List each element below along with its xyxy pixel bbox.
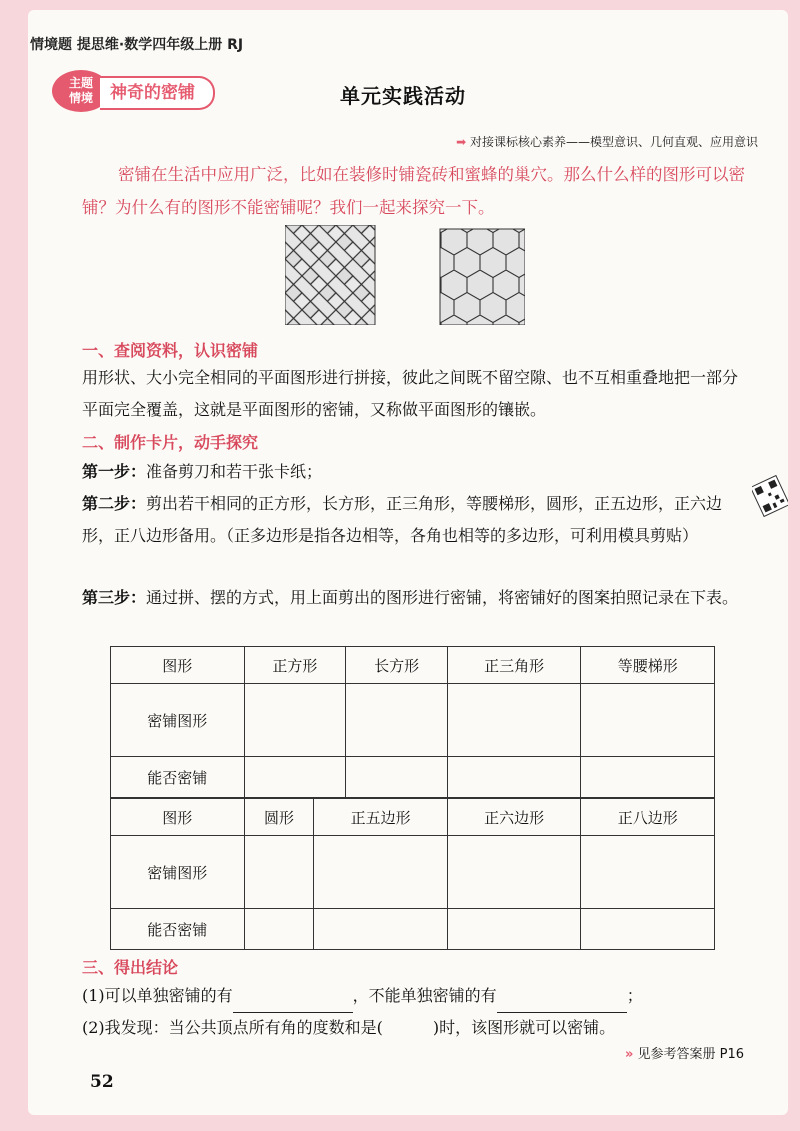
qr-code-icon bbox=[752, 474, 788, 522]
q1-prefix: (1)可以单独密铺的有 bbox=[82, 986, 233, 1005]
answer-reference bbox=[625, 1043, 744, 1062]
table2-row-label: 密铺图形 bbox=[111, 836, 245, 909]
q2-suffix: )时，该图形就可以密铺。 bbox=[432, 1018, 616, 1037]
section1-text: 用形状、大小完全相同的平面图形进行拼接，彼此之间既不留空隙、也不互相重叠地把一部分平面完全覆盖，这就是平面图形的密铺，又称做平面图形的镶嵌。 bbox=[82, 368, 739, 419]
step2 bbox=[82, 488, 752, 552]
table1-header-cell: 正方形 bbox=[244, 647, 346, 684]
table1-blank-cell[interactable] bbox=[581, 684, 715, 757]
q1-end: ； bbox=[626, 986, 643, 1005]
table1-blank-cell[interactable] bbox=[346, 757, 448, 798]
table2-blank-cell[interactable] bbox=[447, 909, 581, 950]
conclusion-q2 bbox=[82, 1012, 752, 1044]
table2-header-cell: 圆形 bbox=[244, 799, 314, 836]
table1-blank-cell[interactable] bbox=[447, 684, 581, 757]
step1-text: 准备剪刀和若干张卡纸； bbox=[146, 462, 323, 481]
table2-header-cell: 正八边形 bbox=[581, 799, 715, 836]
q1-blank-2[interactable] bbox=[497, 980, 627, 1013]
tiling-table-1 bbox=[110, 646, 715, 798]
unit-title: 单元实践活动 bbox=[340, 84, 466, 108]
table2-row-label: 能否密铺 bbox=[111, 909, 245, 950]
badge-line2: 情境 bbox=[68, 91, 93, 105]
arrow-icon: ➡ bbox=[456, 135, 467, 149]
step1-label: 第一步： bbox=[82, 462, 147, 481]
q2-answer-blank[interactable] bbox=[383, 1012, 433, 1044]
example-images bbox=[285, 225, 525, 329]
answer-ref-text: 见参考答案册 P16 bbox=[637, 1047, 744, 1062]
q1-middle: ，不能单独密铺的有 bbox=[352, 986, 497, 1005]
table2-blank-cell[interactable] bbox=[244, 836, 314, 909]
table1-row-label: 密铺图形 bbox=[111, 684, 245, 757]
tiling-table-2 bbox=[110, 798, 715, 950]
table1-blank-cell[interactable] bbox=[346, 684, 448, 757]
page-number: 52 bbox=[90, 1072, 114, 1092]
table2-header-cell: 图形 bbox=[111, 799, 245, 836]
table2-blank-cell[interactable] bbox=[581, 836, 715, 909]
table2-blank-cell[interactable] bbox=[314, 836, 448, 909]
honeycomb-tiling-image bbox=[440, 229, 525, 325]
table1-header-cell: 正三角形 bbox=[447, 647, 581, 684]
table1-blank-cell[interactable] bbox=[244, 757, 346, 798]
step3 bbox=[82, 582, 752, 614]
table2-blank-cell[interactable] bbox=[314, 909, 448, 950]
competency-line bbox=[456, 133, 758, 150]
table2-blank-cell[interactable] bbox=[581, 909, 715, 950]
theme-tag: 神奇的密铺 bbox=[100, 76, 215, 110]
table1-blank-cell[interactable] bbox=[447, 757, 581, 798]
step1 bbox=[82, 456, 752, 488]
intro-paragraph: 密铺在生活中应用广泛，比如在装修时铺瓷砖和蜜蜂的巢穴。那么什么样的图形可以密铺？为什么有的图形不能密铺呢？我们一起来探究一下。 bbox=[82, 165, 745, 217]
table1-blank-cell[interactable] bbox=[244, 684, 346, 757]
q2-prefix: (2)我发现：当公共顶点所有角的度数和是( bbox=[82, 1018, 383, 1037]
table1-blank-cell[interactable] bbox=[581, 757, 715, 798]
table2-blank-cell[interactable] bbox=[244, 909, 314, 950]
competency-text: 对接课标核心素养——模型意识、几何直观、应用意识 bbox=[469, 135, 758, 149]
conclusion-q1 bbox=[82, 980, 752, 1013]
series-header: 情境题 提思维·数学四年级上册 RJ bbox=[30, 37, 244, 53]
table1-row-label: 能否密铺 bbox=[111, 757, 245, 798]
q1-blank-1[interactable] bbox=[233, 980, 353, 1013]
double-chevron-icon: » bbox=[624, 1047, 634, 1062]
tiling-images-svg bbox=[285, 225, 525, 325]
table2-header-cell: 正六边形 bbox=[447, 799, 581, 836]
herringbone-tiling-image bbox=[285, 225, 375, 325]
badge-line1: 主题 bbox=[68, 76, 93, 90]
section2-title: 二、制作卡片，动手探究 bbox=[82, 433, 259, 452]
table2-header-cell: 正五边形 bbox=[314, 799, 448, 836]
table2-blank-cell[interactable] bbox=[447, 836, 581, 909]
step3-label: 第三步： bbox=[82, 588, 147, 607]
table1-header-cell: 等腰梯形 bbox=[581, 647, 715, 684]
step2-text: 剪出若干相同的正方形，长方形，正三角形，等腰梯形，圆形，正五边形，正六边形，正八边形备用。（正多边形是指各边相等，各角也相等的多边形，可利用模具剪贴） bbox=[82, 494, 723, 545]
table1-header-cell: 长方形 bbox=[346, 647, 448, 684]
step2-label: 第二步： bbox=[82, 494, 147, 513]
step3-text: 通过拼、摆的方式，用上面剪出的图形进行密铺，将密铺好的图案拍照记录在下表。 bbox=[146, 588, 739, 607]
section1-title: 一、查阅资料，认识密铺 bbox=[82, 341, 259, 360]
section3-title: 三、得出结论 bbox=[82, 958, 179, 977]
table1-header-cell: 图形 bbox=[111, 647, 245, 684]
